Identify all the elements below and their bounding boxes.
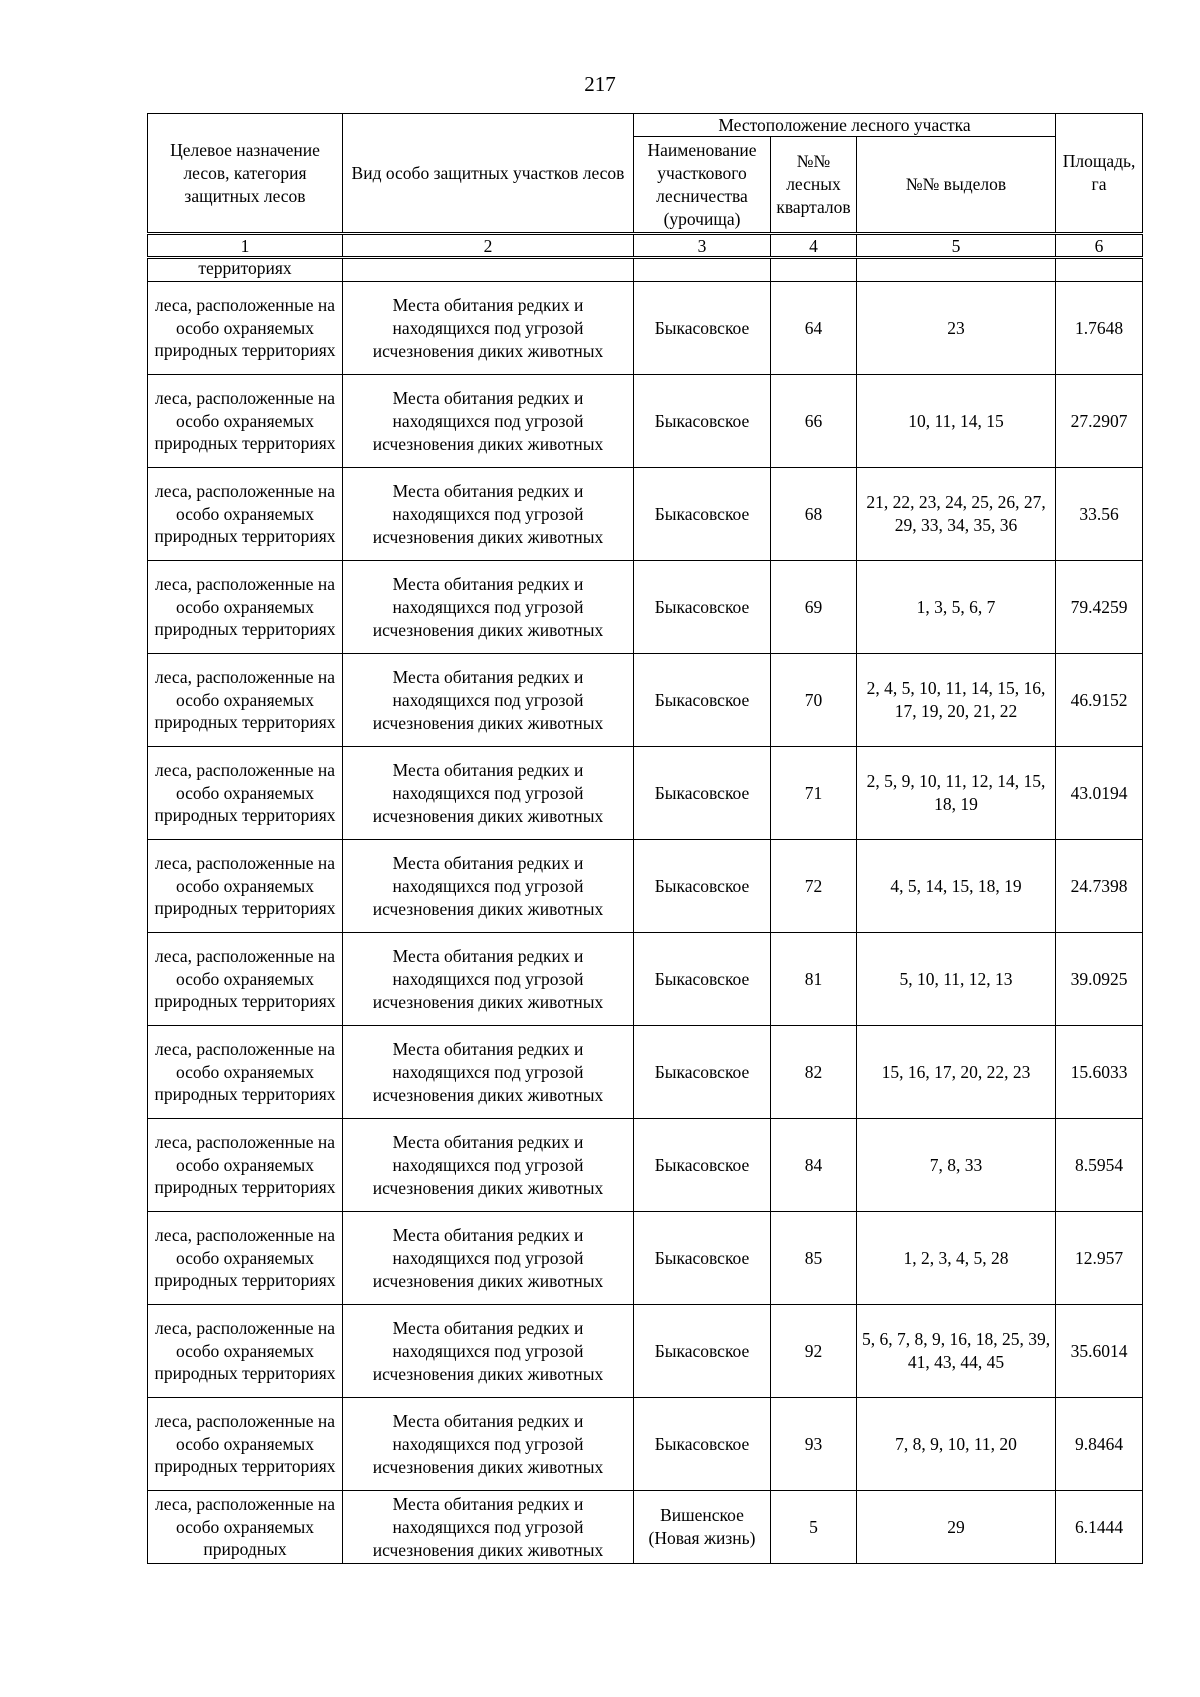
cell-category: леса, расположенные на особо охраняемых природных <box>148 1491 343 1564</box>
cell-quarter: 92 <box>771 1305 857 1398</box>
cell-area: 6.1444 <box>1056 1491 1143 1564</box>
cell-quarter: 66 <box>771 375 857 468</box>
cell-forestry: Быкасовское <box>634 282 771 375</box>
header-quarters: №№ лесных кварталов <box>771 137 857 234</box>
header-location-group: Местоположение лесного участка <box>634 114 1056 137</box>
table-row <box>148 840 1143 933</box>
cell-forestry: Быкасовское <box>634 468 771 561</box>
column-number: 5 <box>857 234 1056 258</box>
cell-area: 9.8464 <box>1056 1398 1143 1491</box>
column-numbers-row <box>148 234 1143 258</box>
table-row <box>148 1491 1143 1564</box>
table-row <box>148 1398 1143 1491</box>
cell-plots: 2, 4, 5, 10, 11, 14, 15, 16, 17, 19, 20, 21, 22 <box>857 654 1056 747</box>
cell-empty <box>343 258 634 282</box>
cell-plots: 21, 22, 23, 24, 25, 26, 27, 29, 33, 34, 35, 36 <box>857 468 1056 561</box>
cell-plot-type: Места обитания редких и находящихся под угрозой исчезновения диких животных <box>343 282 634 375</box>
cell-category: леса, расположенные на особо охраняемых природных территориях <box>148 468 343 561</box>
table-header <box>148 114 1143 258</box>
cell-quarter: 93 <box>771 1398 857 1491</box>
cell-area: 1.7648 <box>1056 282 1143 375</box>
column-number: 6 <box>1056 234 1143 258</box>
cell-forestry: Быкасовское <box>634 1119 771 1212</box>
cell-plot-type: Места обитания редких и находящихся под угрозой исчезновения диких животных <box>343 375 634 468</box>
cell-plot-type: Места обитания редких и находящихся под угрозой исчезновения диких животных <box>343 1398 634 1491</box>
cell-plots: 5, 6, 7, 8, 9, 16, 18, 25, 39, 41, 43, 44, 45 <box>857 1305 1056 1398</box>
cell-area: 15.6033 <box>1056 1026 1143 1119</box>
cell-empty <box>1056 258 1143 282</box>
column-number: 2 <box>343 234 634 258</box>
cell-empty <box>771 258 857 282</box>
cell-empty <box>857 258 1056 282</box>
table-row <box>148 561 1143 654</box>
cell-forestry: Быкасовское <box>634 654 771 747</box>
cell-category: леса, расположенные на особо охраняемых природных территориях <box>148 1119 343 1212</box>
cell-category: леса, расположенные на особо охраняемых природных территориях <box>148 375 343 468</box>
cell-category: леса, расположенные на особо охраняемых природных территориях <box>148 1212 343 1305</box>
cell-area: 8.5954 <box>1056 1119 1143 1212</box>
page-number: 217 <box>584 72 616 96</box>
table-row <box>148 747 1143 840</box>
cell-quarter: 82 <box>771 1026 857 1119</box>
cell-forestry: Быкасовское <box>634 1305 771 1398</box>
cell-plots: 23 <box>857 282 1056 375</box>
cell-plot-type: Места обитания редких и находящихся под угрозой исчезновения диких животных <box>343 1491 634 1564</box>
cell-plots: 7, 8, 9, 10, 11, 20 <box>857 1398 1056 1491</box>
cell-plots: 1, 2, 3, 4, 5, 28 <box>857 1212 1056 1305</box>
column-number: 3 <box>634 234 771 258</box>
cell-forestry: Быкасовское <box>634 840 771 933</box>
header-area: Площадь, га <box>1056 114 1143 234</box>
forest-areas-table <box>147 113 1143 1564</box>
cell-area: 12.957 <box>1056 1212 1143 1305</box>
cell-quarter: 64 <box>771 282 857 375</box>
cell-category: леса, расположенные на особо охраняемых природных территориях <box>148 1398 343 1491</box>
cell-plot-type: Места обитания редких и находящихся под угрозой исчезновения диких животных <box>343 654 634 747</box>
cell-plot-type: Места обитания редких и находящихся под угрозой исчезновения диких животных <box>343 468 634 561</box>
cell-category: леса, расположенные на особо охраняемых природных территориях <box>148 1026 343 1119</box>
column-number: 4 <box>771 234 857 258</box>
cell-area: 46.9152 <box>1056 654 1143 747</box>
cell-plot-type: Места обитания редких и находящихся под угрозой исчезновения диких животных <box>343 933 634 1026</box>
cell-area: 79.4259 <box>1056 561 1143 654</box>
cell-category: леса, расположенные на особо охраняемых природных территориях <box>148 933 343 1026</box>
cell-category: леса, расположенные на особо охраняемых природных территориях <box>148 840 343 933</box>
header-forestry: Наименование участкового лесничества (урочища) <box>634 137 771 234</box>
cell-area: 43.0194 <box>1056 747 1143 840</box>
cell-forestry: Быкасовское <box>634 1212 771 1305</box>
cell-quarter: 72 <box>771 840 857 933</box>
table-row <box>148 654 1143 747</box>
cell-forestry: Быкасовское <box>634 933 771 1026</box>
table-row <box>148 1305 1143 1398</box>
header-plots: №№ выделов <box>857 137 1056 234</box>
cell-plots: 1, 3, 5, 6, 7 <box>857 561 1056 654</box>
cell-plot-type: Места обитания редких и находящихся под угрозой исчезновения диких животных <box>343 840 634 933</box>
table-row <box>148 1026 1143 1119</box>
cell-plot-type: Места обитания редких и находящихся под угрозой исчезновения диких животных <box>343 1212 634 1305</box>
cell-quarter: 81 <box>771 933 857 1026</box>
table-row <box>148 1119 1143 1212</box>
header-purpose: Целевое назначение лесов, категория защитных лесов <box>148 114 343 234</box>
cell-plot-type: Места обитания редких и находящихся под угрозой исчезновения диких животных <box>343 747 634 840</box>
table-row <box>148 468 1143 561</box>
cell-plots: 15, 16, 17, 20, 22, 23 <box>857 1026 1056 1119</box>
cell-area: 27.2907 <box>1056 375 1143 468</box>
table-row <box>148 282 1143 375</box>
table-body <box>148 258 1143 1564</box>
cell-quarter: 71 <box>771 747 857 840</box>
table-row <box>148 375 1143 468</box>
cell-plots: 10, 11, 14, 15 <box>857 375 1056 468</box>
cell-forestry: Быкасовское <box>634 1026 771 1119</box>
cell-quarter: 69 <box>771 561 857 654</box>
cell-plots: 4, 5, 14, 15, 18, 19 <box>857 840 1056 933</box>
cell-quarter: 68 <box>771 468 857 561</box>
cell-plot-type: Места обитания редких и находящихся под угрозой исчезновения диких животных <box>343 1119 634 1212</box>
cell-plots: 29 <box>857 1491 1056 1564</box>
cell-plots: 5, 10, 11, 12, 13 <box>857 933 1056 1026</box>
cell-area: 39.0925 <box>1056 933 1143 1026</box>
cell-plot-type: Места обитания редких и находящихся под угрозой исчезновения диких животных <box>343 1305 634 1398</box>
cell-forestry: Быкасовское <box>634 375 771 468</box>
cell-quarter: 5 <box>771 1491 857 1564</box>
cell-category: леса, расположенные на особо охраняемых природных территориях <box>148 1305 343 1398</box>
cell-category: леса, расположенные на особо охраняемых природных территориях <box>148 282 343 375</box>
cell-quarter: 85 <box>771 1212 857 1305</box>
cell-quarter: 84 <box>771 1119 857 1212</box>
cell-forestry: Вишенское (Новая жизнь) <box>634 1491 771 1564</box>
table-row <box>148 1212 1143 1305</box>
column-number: 1 <box>148 234 343 258</box>
cell-category: территориях <box>148 258 343 282</box>
cell-forestry: Быкасовское <box>634 747 771 840</box>
cell-empty <box>634 258 771 282</box>
cell-category: леса, расположенные на особо охраняемых природных территориях <box>148 561 343 654</box>
cell-quarter: 70 <box>771 654 857 747</box>
continuation-row <box>148 258 1143 282</box>
cell-plots: 2, 5, 9, 10, 11, 12, 14, 15, 18, 19 <box>857 747 1056 840</box>
cell-category: леса, расположенные на особо охраняемых природных территориях <box>148 747 343 840</box>
cell-forestry: Быкасовское <box>634 561 771 654</box>
cell-area: 35.6014 <box>1056 1305 1143 1398</box>
cell-plots: 7, 8, 33 <box>857 1119 1056 1212</box>
cell-area: 24.7398 <box>1056 840 1143 933</box>
table-row <box>148 933 1143 1026</box>
header-plot-type: Вид особо защитных участков лесов <box>343 114 634 234</box>
cell-plot-type: Места обитания редких и находящихся под угрозой исчезновения диких животных <box>343 1026 634 1119</box>
cell-category: леса, расположенные на особо охраняемых природных территориях <box>148 654 343 747</box>
cell-plot-type: Места обитания редких и находящихся под угрозой исчезновения диких животных <box>343 561 634 654</box>
cell-area: 33.56 <box>1056 468 1143 561</box>
cell-forestry: Быкасовское <box>634 1398 771 1491</box>
